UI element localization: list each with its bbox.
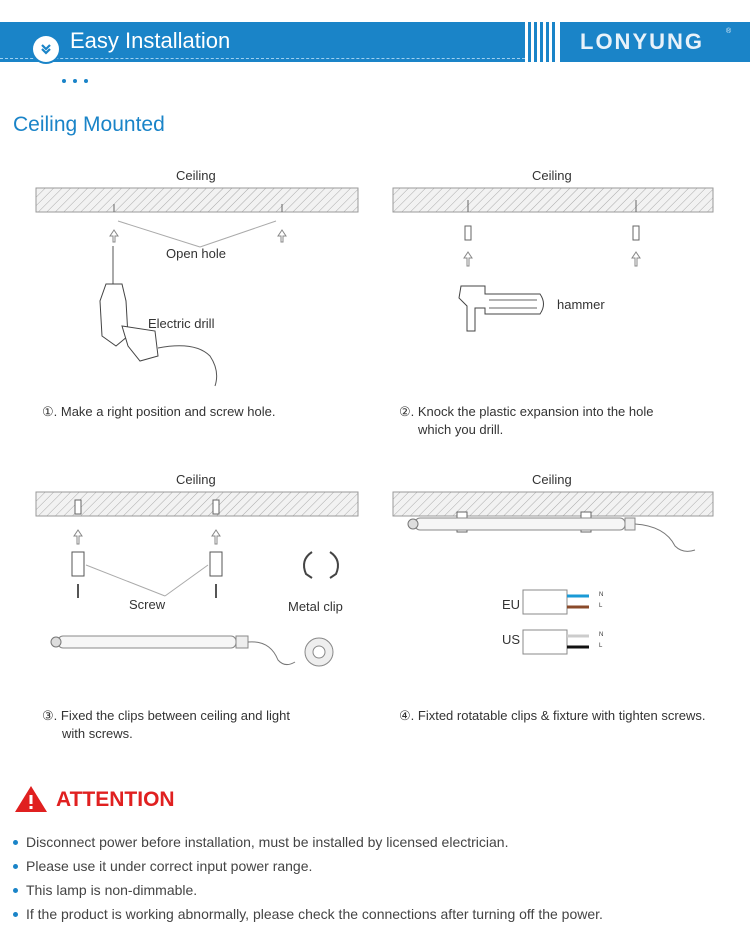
screw-label: Screw xyxy=(129,597,166,612)
ceiling-label: Ceiling xyxy=(176,472,216,487)
section-title: Ceiling Mounted xyxy=(13,113,165,136)
us-live-mark: L xyxy=(599,643,603,649)
step1-figure xyxy=(30,186,365,396)
step4-caption: ④. Fixted rotatable clips & fixture with tighten screws. xyxy=(399,708,706,723)
us-label: US xyxy=(502,632,521,647)
decorative-dots xyxy=(62,70,95,88)
electric-drill-label: Electric drill xyxy=(148,316,215,331)
attention-title: ATTENTION xyxy=(56,788,175,811)
metal-clip-label: Metal clip xyxy=(288,599,343,614)
step4-figure xyxy=(385,490,720,660)
warning-triangle-icon xyxy=(13,784,49,814)
hammer-label: hammer xyxy=(557,297,605,312)
eu-label: EU xyxy=(502,597,521,612)
us-neutral-mark: N xyxy=(599,632,604,638)
step2-caption-line2: which you drill. xyxy=(418,422,504,437)
eu-live-mark: L xyxy=(599,603,603,609)
step3-caption-line1: ③. Fixed the clips between ceiling and light xyxy=(42,708,290,723)
list-item: Please use it under correct input power range. xyxy=(13,856,603,880)
list-item: If the product is working abnormally, please check the connections after turning off the power. xyxy=(13,904,603,928)
ceiling-label: Ceiling xyxy=(532,168,572,183)
ceiling-label: Ceiling xyxy=(532,472,572,487)
step2-caption-line1: ②. Knock the plastic expansion into the hole xyxy=(399,404,654,419)
step3-figure xyxy=(30,490,365,680)
brand-logo: LONYUNG xyxy=(580,29,704,54)
step1-caption: ①. Make a right position and screw hole. xyxy=(42,404,276,419)
open-hole-label: Open hole xyxy=(166,246,226,261)
eu-neutral-mark: N xyxy=(599,592,604,598)
ceiling-label: Ceiling xyxy=(176,168,216,183)
attention-list xyxy=(13,832,603,928)
list-item: Disconnect power before installation, must be installed by licensed electrician. xyxy=(13,832,603,856)
step3-caption-line2: with screws. xyxy=(62,726,133,741)
page-title: Easy Installation xyxy=(70,28,231,53)
brand-registered-mark: ® xyxy=(726,28,732,35)
header-divider xyxy=(0,58,525,59)
double-chevron-down-icon xyxy=(33,36,59,62)
step2-figure xyxy=(385,186,720,336)
decorative-stripes xyxy=(528,22,558,62)
list-item: This lamp is non-dimmable. xyxy=(13,880,603,904)
